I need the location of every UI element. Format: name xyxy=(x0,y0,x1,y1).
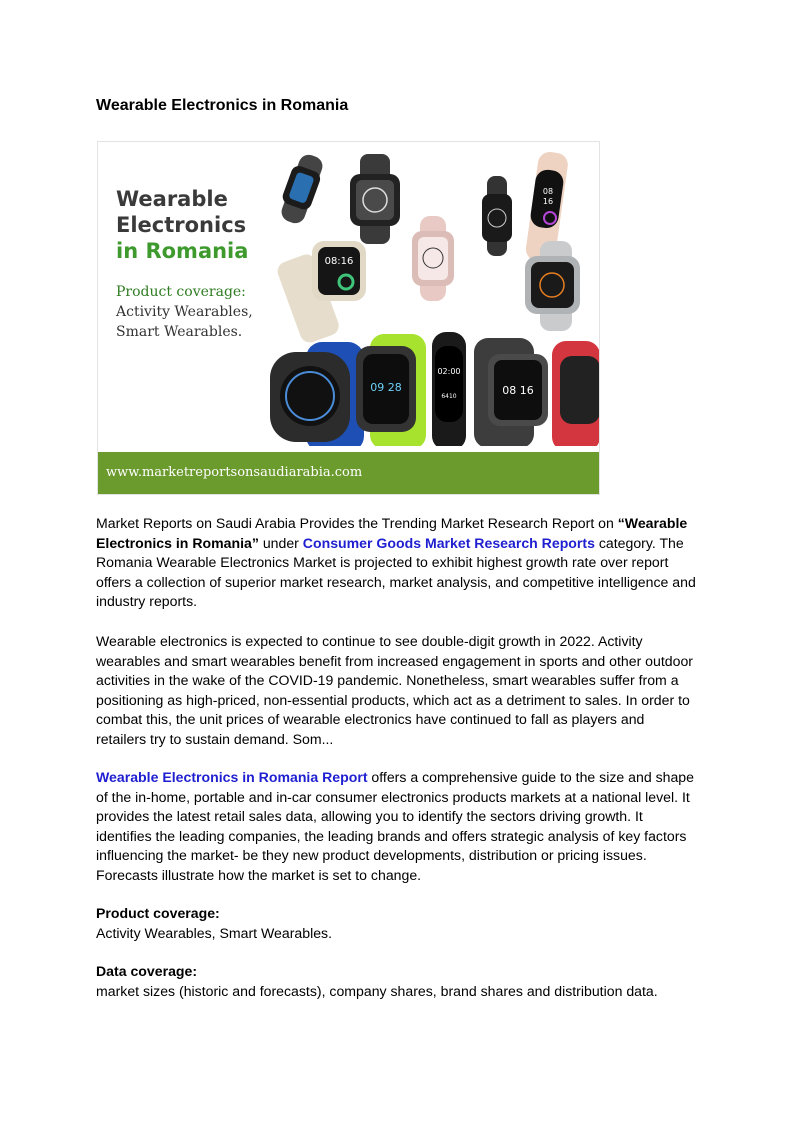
square-watch-icon xyxy=(350,154,400,244)
banner-heading xyxy=(116,186,276,264)
report-link[interactable]: Wearable Electronics in Romania Report xyxy=(96,769,368,785)
banner-heading-line: Wearable xyxy=(116,187,228,211)
watch-display-text: 09 28 xyxy=(370,381,402,394)
black-band-icon xyxy=(432,332,466,446)
data-coverage-value: market sizes (historic and forecasts), company shares, brand shares and distribution data. xyxy=(96,982,658,999)
pink-band-icon xyxy=(412,216,454,301)
category-link[interactable]: Consumer Goods Market Research Reports xyxy=(302,534,595,551)
report-rest-text: offers a comprehensive guide to the size and shape of the in-home, portable and in-car consumer electronics products markets at a national level. It provides the latest retail sales data, allowing you to identify the sectors driving growth. It identifies the leading companies, the leading brands and offers strategic analysis of key factors influencing the market- be they new product developments, distribution or pricing issues. Forecasts illustrate how the market is set to change. xyxy=(96,769,694,883)
sport-watch-green-icon xyxy=(356,334,426,446)
under-text: under xyxy=(258,534,303,551)
page-title: Wearable Electronics in Romania xyxy=(96,97,349,114)
banner-coverage xyxy=(116,282,276,342)
product-coverage-label: Product coverage: xyxy=(96,905,220,921)
svg-text:16: 16 xyxy=(542,197,554,206)
watch-display-text: 08:16 xyxy=(324,256,354,267)
intro-rest-text: category. The Romania Wearable Electronics Market is projected to exhibit highest growth rate over report offers a collection of superior market research, market analysis, and competitive intelligence and industry reports. xyxy=(96,534,696,609)
data-coverage-label: Data coverage: xyxy=(96,963,198,979)
banner-coverage-item: Activity Wearables, xyxy=(116,304,253,320)
fitness-band-icon xyxy=(279,152,325,226)
intro-text: Market Reports on Saudi Arabia Provides the Trending Market Research Report on xyxy=(96,515,618,531)
product-coverage-section xyxy=(96,904,696,943)
beige-smartwatch-icon xyxy=(275,241,366,345)
banner-text-block xyxy=(116,186,276,342)
intro-paragraph xyxy=(96,514,696,612)
banner-website: www.marketreportsonsaudiarabia.com xyxy=(98,452,599,494)
smartwatches-illustration xyxy=(270,146,600,446)
sport-watch-red-icon xyxy=(552,341,600,446)
product-banner-image xyxy=(97,141,600,495)
banner-heading-line: Electronics xyxy=(116,213,247,237)
watch-display-text: 08 16 xyxy=(502,384,534,397)
product-coverage-value: Activity Wearables, Smart Wearables. xyxy=(96,924,333,941)
banner-coverage-label: Product coverage: xyxy=(116,284,246,300)
report-paragraph xyxy=(96,768,696,885)
svg-text:08: 08 xyxy=(542,187,554,196)
report-name: “Wearable Electronics in Romania” xyxy=(96,515,688,551)
data-coverage-section xyxy=(96,962,696,1001)
sport-watch-blue-icon xyxy=(270,342,364,446)
summary-paragraph: Wearable electronics is expected to continue to see double-digit growth in 2022. Activity wearables and smart wearables benefit from increased engagement in sports and other outdoor activities in the wake of the COVID-19 pandemic. Nonetheless, smart wearables suffer from a positioning as high-priced, non-essential products, which act as a detriment to sales. In order to combat this, the unit prices of wearable electronics have continued to fall as players and retailers try to sustain demand. Som... xyxy=(96,633,693,747)
watch-display-text: 02:00 xyxy=(437,367,461,376)
watch-display-text: 6410 xyxy=(441,393,457,400)
banner-coverage-item: Smart Wearables. xyxy=(116,324,243,340)
sport-watch-gray-icon xyxy=(474,338,548,446)
dark-band-icon xyxy=(482,176,512,256)
banner-heading-line: in Romania xyxy=(116,239,249,263)
